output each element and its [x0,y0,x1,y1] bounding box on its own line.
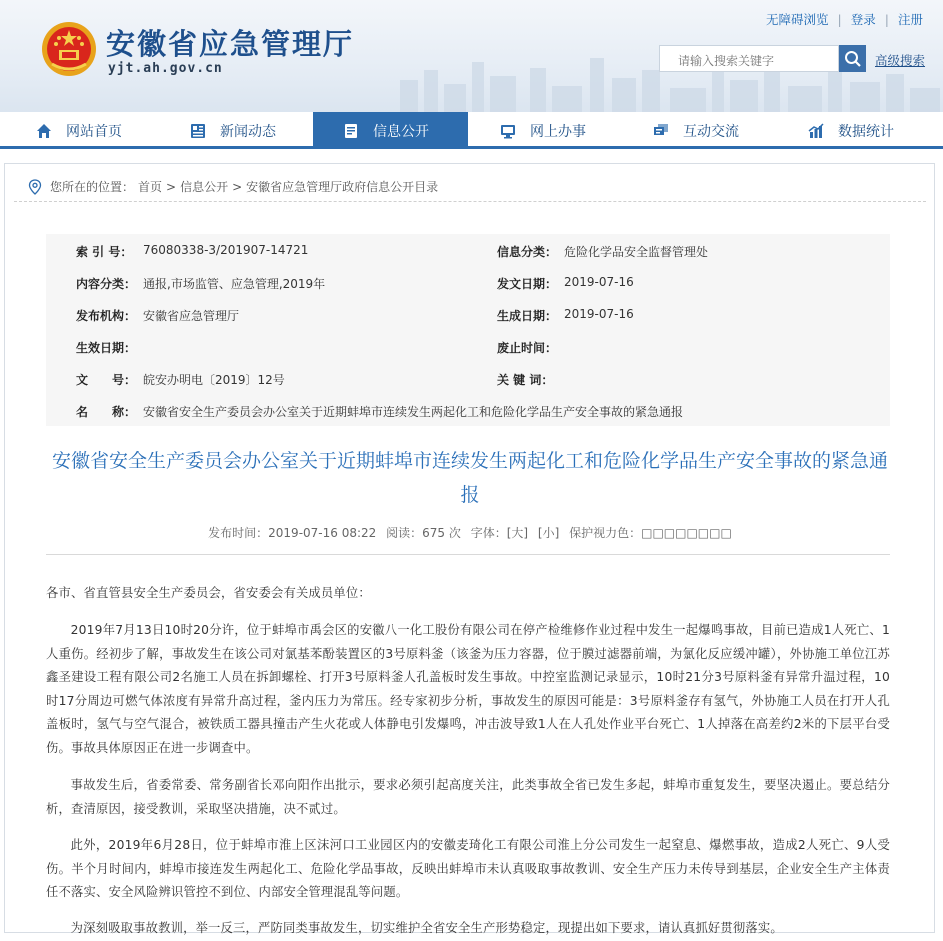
divider [46,554,890,555]
font-size-label: 字体： [470,526,507,540]
search-icon [844,50,862,68]
publish-time: 发布时间：2019-07-16 08:22 [208,526,377,540]
nav-item-info-public[interactable] [313,112,468,149]
top-links [766,10,923,28]
breadcrumb-catalog[interactable]: 安徽省应急管理厅政府信息公开目录 [246,180,439,194]
article-info-bar [46,524,894,541]
location-pin-icon [28,179,42,195]
meta-content-label: 内容分类： [76,277,137,291]
meta-index-label: 索 引 号： [76,245,133,259]
meta-repeal-label: 废止时间： [497,341,558,355]
accessible-browse-link[interactable]: 无障碍浏览 [766,12,829,27]
meta-index-value: 76080338-3/201907-14721 [143,243,309,257]
home-icon [36,123,52,139]
breadcrumb-home[interactable]: 首页 [138,180,163,194]
eye-protection-color-picker[interactable]: 保护视力色：□□□□□□□□ [569,526,732,540]
advanced-search-link[interactable]: 高级搜索 [875,53,926,68]
breadcrumb-separator: > [232,179,243,194]
meta-publisher-value: 安徽省应急管理厅 [143,309,240,323]
document-icon [343,123,359,139]
nav-item-home[interactable] [0,112,156,149]
meta-effective-label: 生效日期： [76,341,137,355]
nav-label: 新闻动态 [220,123,276,140]
breadcrumb-prefix: 您所在的位置： [50,180,135,194]
meta-name-value: 安徽省安全生产委员会办公室关于近期蚌埠市连续发生两起化工和危险化学品生产安全事故的紧急通报 [143,405,684,419]
view-count: 阅读：675 次 [386,526,461,540]
search-input[interactable]: 请输入搜索关键字 [659,45,839,72]
font-large-button[interactable]: [大] [506,526,529,540]
nav-label: 互动交流 [683,123,739,140]
site-title[interactable]: 安徽省应急管理厅 [106,27,355,61]
nav-item-statistics[interactable] [782,112,943,149]
meta-create-date-value: 2019-07-16 [564,307,634,321]
article-paragraph: 此外，2019年6月28日，位于蚌埠市淮上区沫河口工业园区内的安徽麦琦化工有限公司淮上分公司发生一起窒息、爆燃事故，造成2人死亡、9人受伤。半个月时间内，蚌埠市接连发生两起化工、危险化学品事故，反映出蚌埠市未认真吸取事故教训、安全生产压力未传导到基层，企业安全生产主体责任不落实、安全风险辨识管控不到位、内部安全管理混乱等问题。 [46,838,890,899]
nav-label: 网站首页 [66,123,122,140]
breadcrumb-info-public[interactable]: 信息公开 [180,180,229,194]
meta-category-label: 信息分类： [497,245,558,259]
article-title: 安徽省安全生产委员会办公室关于近期蚌埠市连续发生两起化工和危险化学品生产安全事故的紧急通报 [51,450,888,506]
meta-docno-value: 皖安办明电〔2019〕12号 [143,373,285,387]
meta-issue-date-value: 2019-07-16 [564,275,634,289]
article-greeting: 各市、省直管县安全生产委员会，省安委会有关成员单位： [46,586,371,600]
nav-item-online-service[interactable] [468,112,625,149]
national-emblem-icon [40,20,98,78]
meta-issue-date-label: 发文日期： [497,277,558,291]
nav-label: 网上办事 [530,123,586,140]
monitor-icon [500,123,516,139]
separator: | [837,11,842,27]
main-nav [0,112,943,149]
breadcrumb [28,178,442,195]
separator: | [884,11,889,27]
divider [14,201,926,202]
meta-publisher-label: 发布机构： [76,309,137,323]
meta-name-label: 名 称： [76,405,137,419]
login-link[interactable]: 登录 [850,12,876,27]
nav-item-news[interactable] [156,112,313,149]
chat-icon [653,123,669,139]
meta-keywords-label: 关 键 词： [497,373,554,387]
register-link[interactable]: 注册 [897,12,923,27]
news-icon [190,123,206,139]
font-small-button[interactable]: [小] [537,526,560,540]
site-header [0,0,943,112]
article-paragraph: 事故发生后，省委常委、常务副省长邓向阳作出批示，要求必须引起高度关注，此类事故全省已发生多起，蚌埠市重复发生，要坚决遏止。要总结分析，查清原因，接受教训，采取坚决措施，决不贰过。 [46,778,890,816]
article-paragraph: 2019年7月13日10时20分许，位于蚌埠市禹会区的安徽八一化工股份有限公司在停产检维修作业过程中发生一起爆鸣事故，目前已造成1人死亡、1人重伤。经初步了解，事故发生在该公司对氯基苯酚装置区的3号原料釜（该釜为压力容器，位于膜过滤器前端，为氯化反应缓冲罐），外协施工单位江苏鑫圣建设工程有限公司2名施工人员在拆卸螺栓、打开3号原料釜人孔盖板时发生事故。中控室监测记录显示，10时21分3号原料釜有异常升温过程，10时17分周边可燃气体浓度有异常升高过程，釜内压力为常压。经专家初步分析，事故发生的原因可能是：3号原料釜存有氢气，外协施工人员在打开人孔盖板时，氢气与空气混合，被铁质工器具撞击产生火花或人体静电引发爆鸣，冲击波导致1人在人孔处作业平台死亡、1人掉落在高差约2米的下层平台受伤。事故具体原因正在进一步调查中。 [46,623,890,755]
meta-category-value: 危险化学品安全监督管理处 [564,245,709,259]
breadcrumb-separator: > [166,179,177,194]
meta-content-value: 通报,市场监管、应急管理,2019年 [143,277,326,291]
chart-icon [808,123,824,139]
site-domain: yjt.ah.gov.cn [108,61,223,76]
article-paragraph: 为深刻吸取事故教训，举一反三，严防同类事故发生，切实维护全省安全生产形势稳定，现提出如下要求，请认真抓好贯彻落实。 [70,921,783,935]
meta-create-date-label: 生成日期： [497,309,558,323]
nav-label: 数据统计 [838,123,894,140]
document-meta-table [46,234,890,426]
nav-label: 信息公开 [373,123,429,140]
search-button[interactable] [839,45,866,72]
meta-docno-label: 文 号： [76,373,137,387]
nav-item-interaction[interactable] [625,112,782,149]
